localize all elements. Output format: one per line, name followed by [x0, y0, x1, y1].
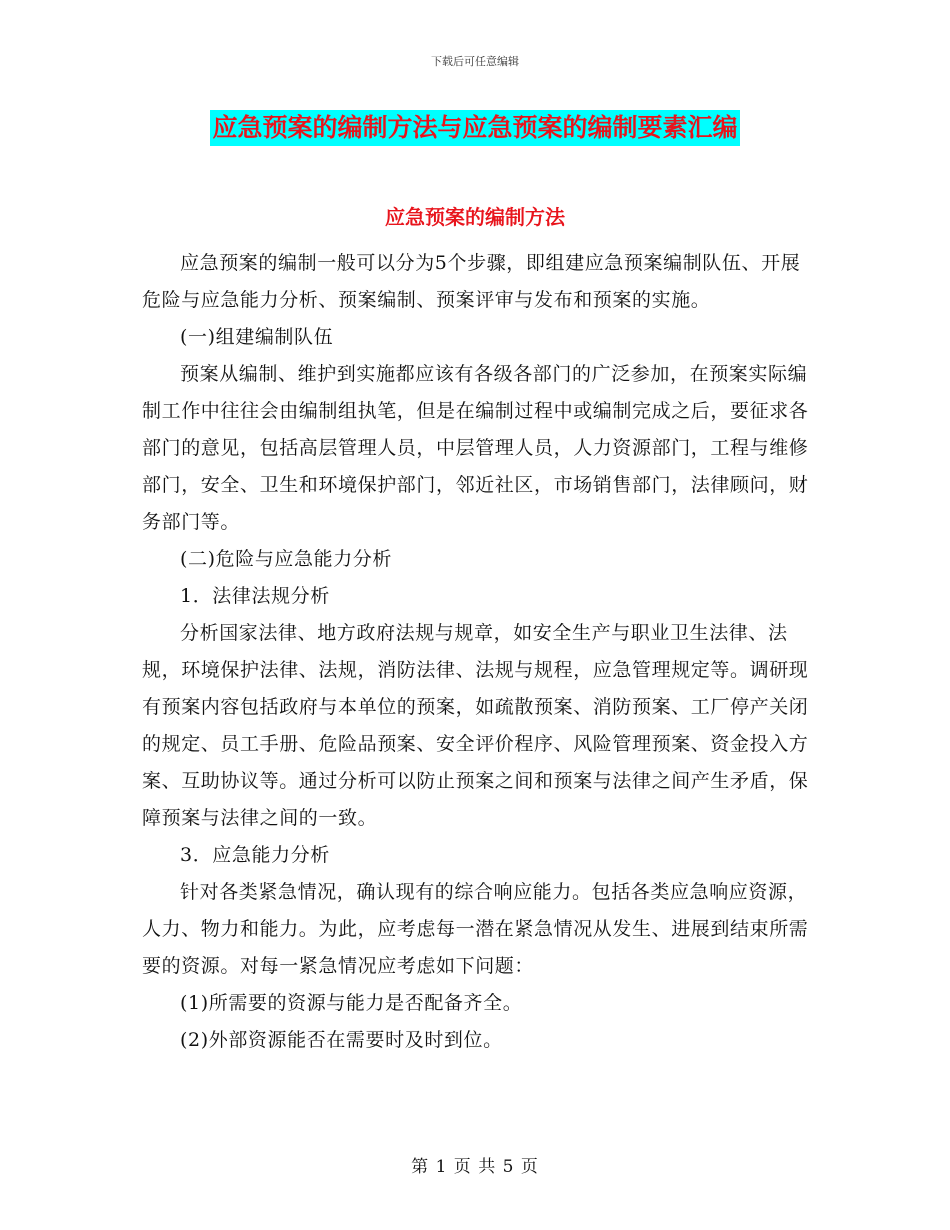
heading-form-team: (一)组建编制队伍 — [180, 326, 334, 348]
heading-risk-analysis: (二)危险与应急能力分析 — [180, 548, 393, 570]
paragraph-law-analysis: 分析国家法律、地方政府法规与规章，如安全生产与职业卫生法律、法规，环境保护法律、法规，消防法律、法规与规程，应急管理规定等。调研现有预案内容包括政府与本单位的预案，如疏散预案、消防预案、工厂停产关闭的规定、员工手册、危险品预案、安全评价程序、风险管理预案、资金投入方案、互助协议等。通过分析可以防止预案之间和预案与法律之间产生矛盾，保障预案与法律之间的一致。 — [142, 622, 809, 829]
heading-law-analysis: 1．法律法规分析 — [180, 585, 330, 607]
page-header-note: 下载后可任意编辑 — [431, 55, 519, 68]
paragraph-capability-analysis: 针对各类紧急情况，确认现有的综合响应能力。包括各类应急响应资源，人力、物力和能力。为此，应考虑每一潜在紧急情况从发生、进展到结束所需要的资源。对每一紧急情况应考虑如下问题： — [142, 881, 809, 977]
paragraph-team: 预案从编制、维护到实施都应该有各级各部门的广泛参加，在预案实际编制工作中往往会由编制组执笔，但是在编制过程中或编制完成之后，要征求各部门的意见，包括高层管理人员，中层管理人员，人力资源部门，工程与维修部门，安全、卫生和环境保护部门，邻近社区，市场销售部门，法律顾问，财务部门等。 — [142, 363, 809, 533]
document-body — [142, 245, 812, 1059]
page-footer: 第 1 页 共 5 页 — [411, 1157, 539, 1177]
document-title — [0, 110, 950, 146]
document-title-text: 应急预案的编制方法与应急预案的编制要素汇编 — [210, 110, 739, 146]
section-title: 应急预案的编制方法 — [385, 205, 565, 229]
list-item-1: (1)所需要的资源与能力是否配备齐全。 — [180, 992, 523, 1014]
heading-capability-analysis: 3．应急能力分析 — [180, 844, 330, 866]
list-item-2: (2)外部资源能否在需要时及时到位。 — [180, 1029, 503, 1051]
paragraph-intro: 应急预案的编制一般可以分为5个步骤，即组建应急预案编制队伍、开展危险与应急能力分析、预案编制、预案评审与发布和预案的实施。 — [142, 252, 801, 311]
